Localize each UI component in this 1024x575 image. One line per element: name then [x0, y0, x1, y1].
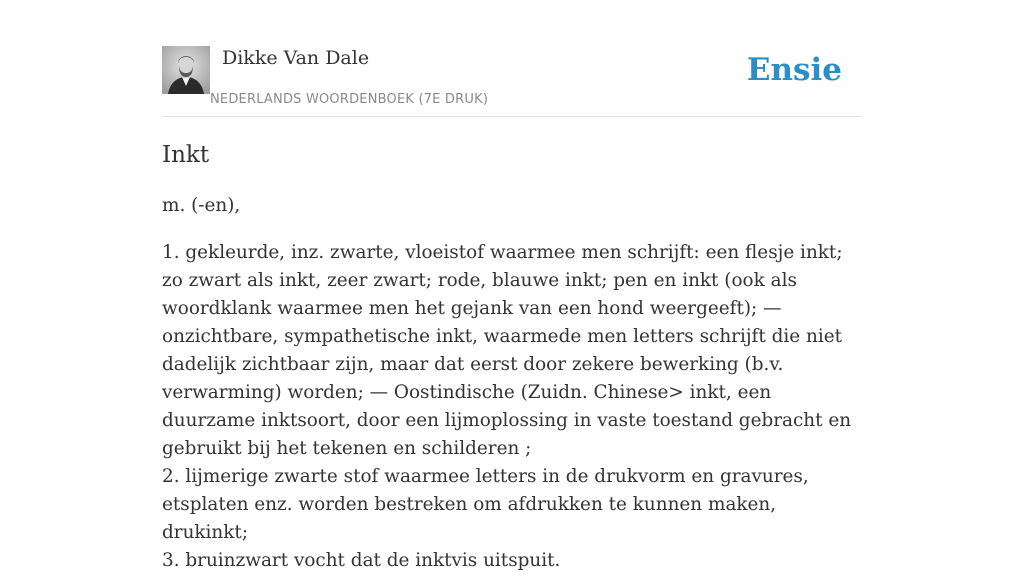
definition-3: 3. bruinzwart vocht dat de inktvis uitspuit. [162, 550, 561, 571]
definition-1: 1. gekleurde, inz. zwarte, vloeistof waarmee men schrijft: een flesje inkt; zo zwart als inkt, zeer zwart; rode, blauwe inkt; pen en inkt (ook als woordklank waarmee men het gejank van een hond weergeeft); — onzichtbare, sympathetische inkt, waarmede men letters schrijft die niet dadelijk zichtbaar zijn, maar dat eerst door zekere bewerking (b.v. verwarming) worden; — Oostindische (Zuidn. Chinese> inkt, een duurzame inktsoort, door een lijmoplossing in vaste toestand gebracht en gebruikt bij het tekenen en schilderen ; [162, 242, 852, 459]
page-header [162, 46, 862, 117]
entry-title: Inkt [162, 142, 210, 168]
entry-content [162, 192, 866, 575]
source-label[interactable]: NEDERLANDS WOORDENBOEK (7E DRUK) [210, 92, 489, 107]
author-avatar[interactable] [162, 46, 210, 94]
author-name[interactable]: Dikke Van Dale [222, 47, 370, 69]
portrait-image [162, 46, 210, 94]
brand-logo[interactable]: Ensie [746, 52, 842, 88]
entry-grammar: m. (-en), [162, 195, 241, 216]
definition-2: 2. lijmerige zwarte stof waarmee letters in de drukvorm en gravures, etsplaten enz. worden bestreken om afdrukken te kunnen maken, drukinkt; [162, 466, 809, 543]
